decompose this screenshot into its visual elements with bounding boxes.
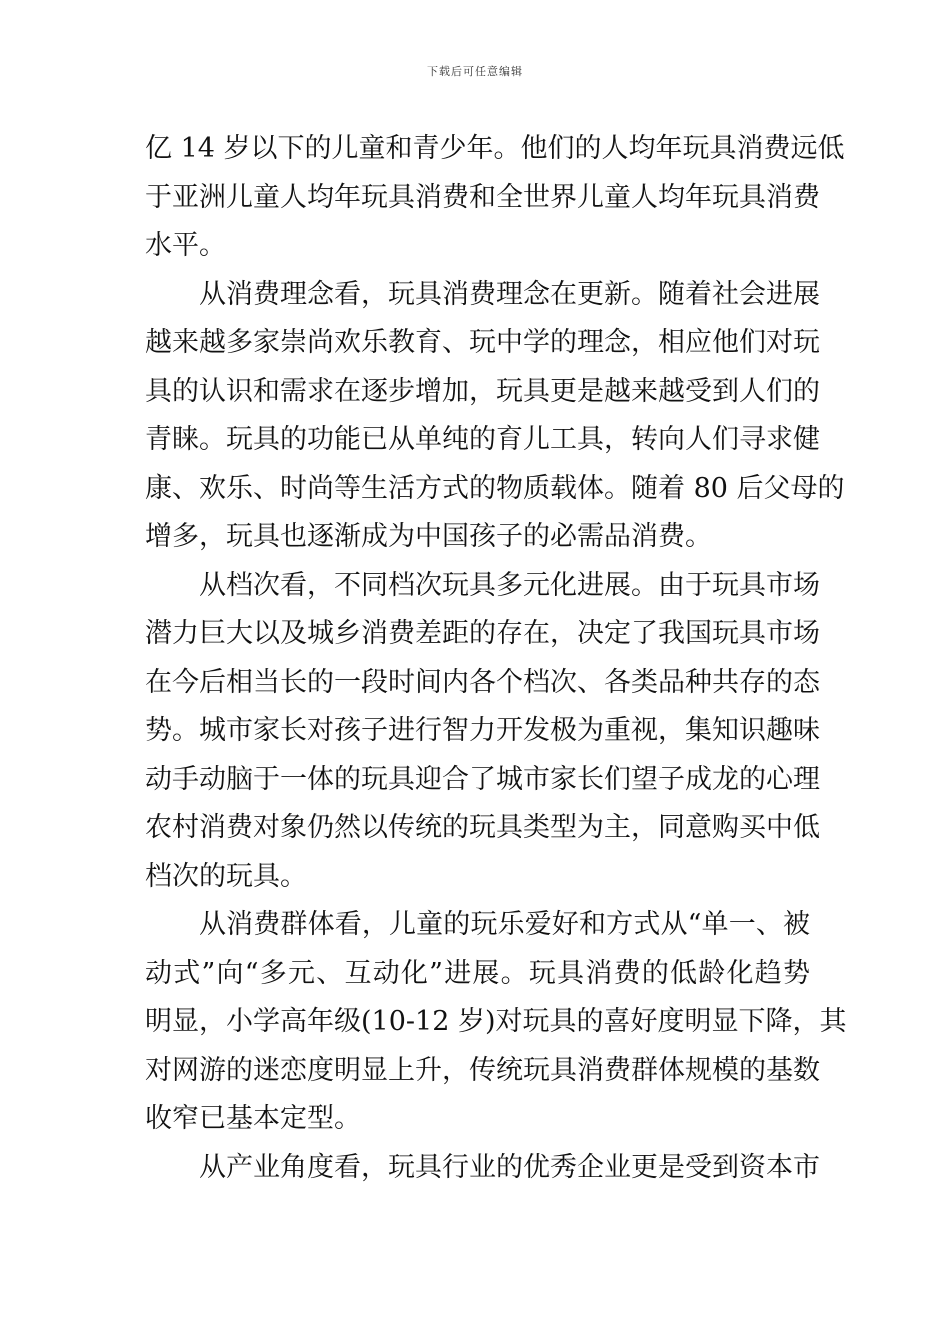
text-line: 越来越多家崇尚欢乐教育、玩中学的理念，相应他们对玩 (145, 327, 820, 358)
text-line: 康、欢乐、时尚等生活方式的物质载体。随着 80 后父母的 (145, 472, 845, 504)
text-line: 动手动脑于一体的玩具迎合了城市家长们望子成龙的心理 (145, 763, 820, 795)
text-line: 于亚洲儿童人均年玩具消费和全世界儿童人均年玩具消费 (145, 181, 820, 213)
text-line: 增多，玩具也逐渐成为中国孩子的必需品消费。 (145, 521, 712, 552)
paragraph-first-line: 从消费理念看，玩具消费理念在更新。随着社会进展 (199, 278, 820, 310)
paragraph-first-line: 从档次看，不同档次玩具多元化进展。由于玩具市场 (199, 569, 820, 601)
text-line: 明显，小学高年级(10-12 岁)对玩具的喜好度明显下降，其 (145, 1006, 847, 1037)
text-line: 青睐。玩具的功能已从单纯的育儿工具，转向人们寻求健 (145, 424, 820, 455)
page-header: 下载后可任意编辑 (427, 65, 523, 78)
paragraph-first-line: 从消费群体看，儿童的玩乐爱好和方式从“单一、被 (199, 909, 810, 940)
text-line: 收窄已基本定型。 (145, 1103, 361, 1134)
text-line: 在今后相当长的一段时间内各个档次、各类品种共存的态 (145, 666, 820, 698)
text-line: 档次的玩具。 (145, 860, 307, 892)
text-line: 对网游的迷恋度明显上升，传统玩具消费群体规模的基数 (145, 1054, 820, 1086)
body-text (145, 125, 847, 1192)
text-line: 动式”向“多元、互动化”进展。玩具消费的低龄化趋势 (145, 957, 810, 989)
text-line: 水平。 (145, 230, 226, 261)
text-line: 具的认识和需求在逐步增加，玩具更是越来越受到人们的 (145, 375, 820, 407)
text-line: 潜力巨大以及城乡消费差距的存在，决定了我国玩具市场 (145, 618, 820, 649)
text-line: 农村消费对象仍然以传统的玩具类型为主，同意购买中低 (145, 812, 820, 843)
paragraph-first-line: 从产业角度看，玩具行业的优秀企业更是受到资本市 (199, 1151, 820, 1183)
text-line: 势。城市家长对孩子进行智力开发极为重视，集知识趣味 (145, 715, 820, 746)
text-line: 亿 14 岁以下的儿童和青少年。他们的人均年玩具消费远低 (145, 133, 845, 164)
